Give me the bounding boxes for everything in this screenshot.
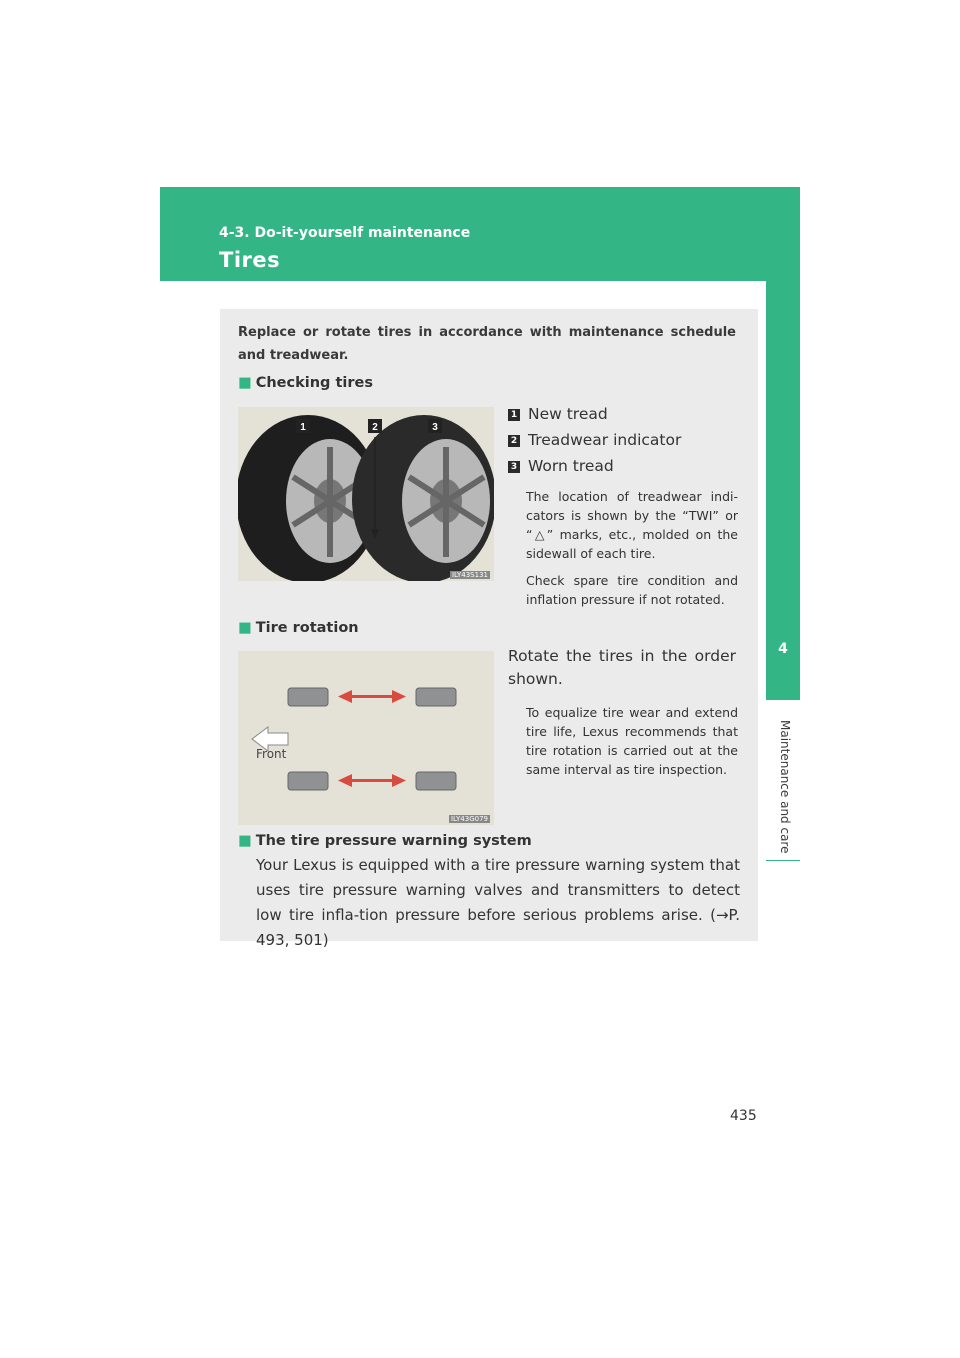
tpws-heading: ■ The tire pressure warning system [238,833,532,849]
page-title: Tires [219,248,281,272]
rotation-instruction: Rotate the tires in the order shown. [508,647,736,688]
page-number: 435 [730,1108,757,1124]
svg-text:3: 3 [432,422,438,433]
square-bullet-icon: ■ [238,620,252,636]
rotation-diagram [238,651,494,825]
rotation-svg [238,651,494,825]
checking-tires-heading: ■ Checking tires [238,375,373,391]
tire-svg [238,407,494,581]
front-label: Front [256,747,287,761]
callout-new-tread: 1 New tread [508,405,608,423]
tire-rotation-heading: ■ Tire rotation [238,620,359,636]
tire-tread-illustration [238,407,494,581]
chapter-label: Maintenance and care [778,720,792,854]
rotation-note: To equalize tire wear and extend tire life, Lexus recommends that tire rotation is carried out at the same interval as tire inspection. [526,705,738,777]
chapter-label-area [766,700,800,860]
callout-treadwear-indicator: 2 Treadwear indicator [508,431,681,449]
header-band [160,187,800,281]
section-reference: 4-3. Do-it-yourself maintenance [219,225,471,241]
content-box [220,309,758,949]
square-bullet-icon: ■ [238,375,252,391]
tpws-body: Your Lexus is equipped with a tire pressure warning system that uses tire pressure warning valves and transmitters to detect low tire infla-tion pressure before serious problems arise. (→P. 493, 501) [256,856,740,949]
svg-text:1: 1 [300,422,306,433]
intro-text: Replace or rotate tires in accordance with maintenance schedule and treadwear. [238,325,736,363]
figure-code: ILY43S131 [451,571,488,579]
square-bullet-icon: ■ [238,833,252,849]
chapter-number: 4 [778,641,788,657]
spare-tire-note: Check spare tire condition and inflation pressure if not rotated. [526,573,738,607]
svg-text:2: 2 [372,422,378,433]
figure-code: ILY43G079 [450,815,488,823]
treadwear-note: The location of treadwear indi-cators is shown by the “TWI” or “△” marks, etc., molded on the sidewall of each tire. [526,489,738,561]
callout-worn-tread: 3 Worn tread [508,457,614,475]
